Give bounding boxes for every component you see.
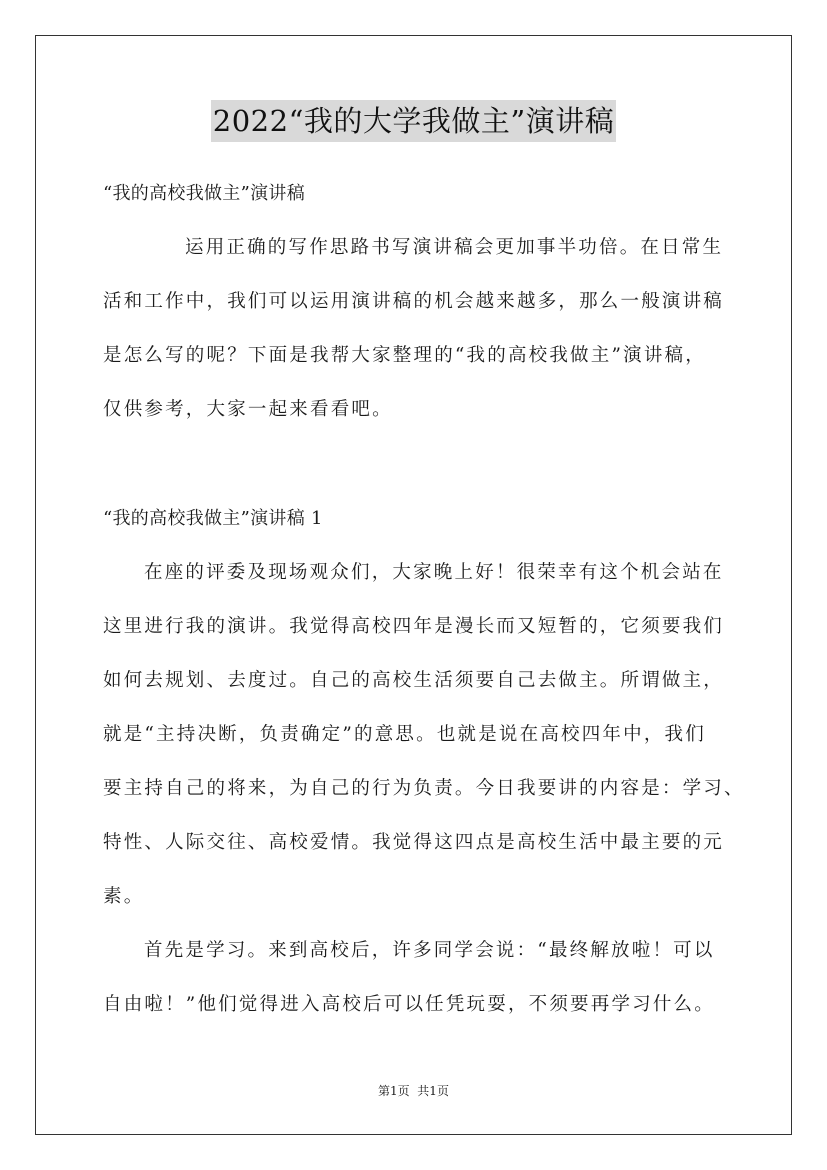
- speech1-para1-line: 如何去规划、去度过。自己的高校生活须要自己去做主。所谓做主，: [103, 670, 725, 691]
- speech1-para1-line: 素。: [103, 886, 145, 907]
- title-container: [0, 100, 827, 142]
- speech1-para2-line: 首先是学习。来到高校后，许多同学会说：“最终解放啦！可以: [144, 940, 715, 961]
- speech1-para1-line: 特性、人际交往、高校爱情。我觉得这四点是高校生活中最主要的元: [103, 832, 725, 853]
- page-footer: 第1页 共1页: [378, 1084, 449, 1098]
- intro-line: 仅供参考，大家一起来看看吧。: [103, 399, 393, 420]
- intro-subheading: “我的高校我做主”演讲稿: [103, 183, 306, 204]
- intro-line: 活和工作中，我们可以运用演讲稿的机会越来越多，那么一般演讲稿: [103, 291, 725, 312]
- speech1-para1-line: 就是“主持决断，负责确定”的意思。也就是说在高校四年中，我们: [103, 724, 706, 745]
- speech1-subheading: “我的高校我做主”演讲稿 1: [103, 508, 323, 529]
- speech1-para1-line: 在座的评委及现场观众们，大家晚上好！很荣幸有这个机会站在: [144, 562, 724, 583]
- speech1-para2-line: 自由啦！”他们觉得进入高校后可以任凭玩耍，不须要再学习什么。: [103, 994, 715, 1015]
- document-title: 2022“我的大学我做主”演讲稿: [211, 100, 616, 142]
- speech1-para1-line: 这里进行我的演讲。我觉得高校四年是漫长而又短暂的，它须要我们: [103, 616, 725, 637]
- speech1-para1-line: 要主持自己的将来，为自己的行为负责。今日我要讲的内容是：学习、: [103, 778, 745, 799]
- intro-line: 是怎么写的呢？下面是我帮大家整理的“我的高校我做主”演讲稿，: [103, 345, 706, 366]
- intro-line: 运用正确的写作思路书写演讲稿会更加事半功倍。在日常生: [185, 237, 724, 258]
